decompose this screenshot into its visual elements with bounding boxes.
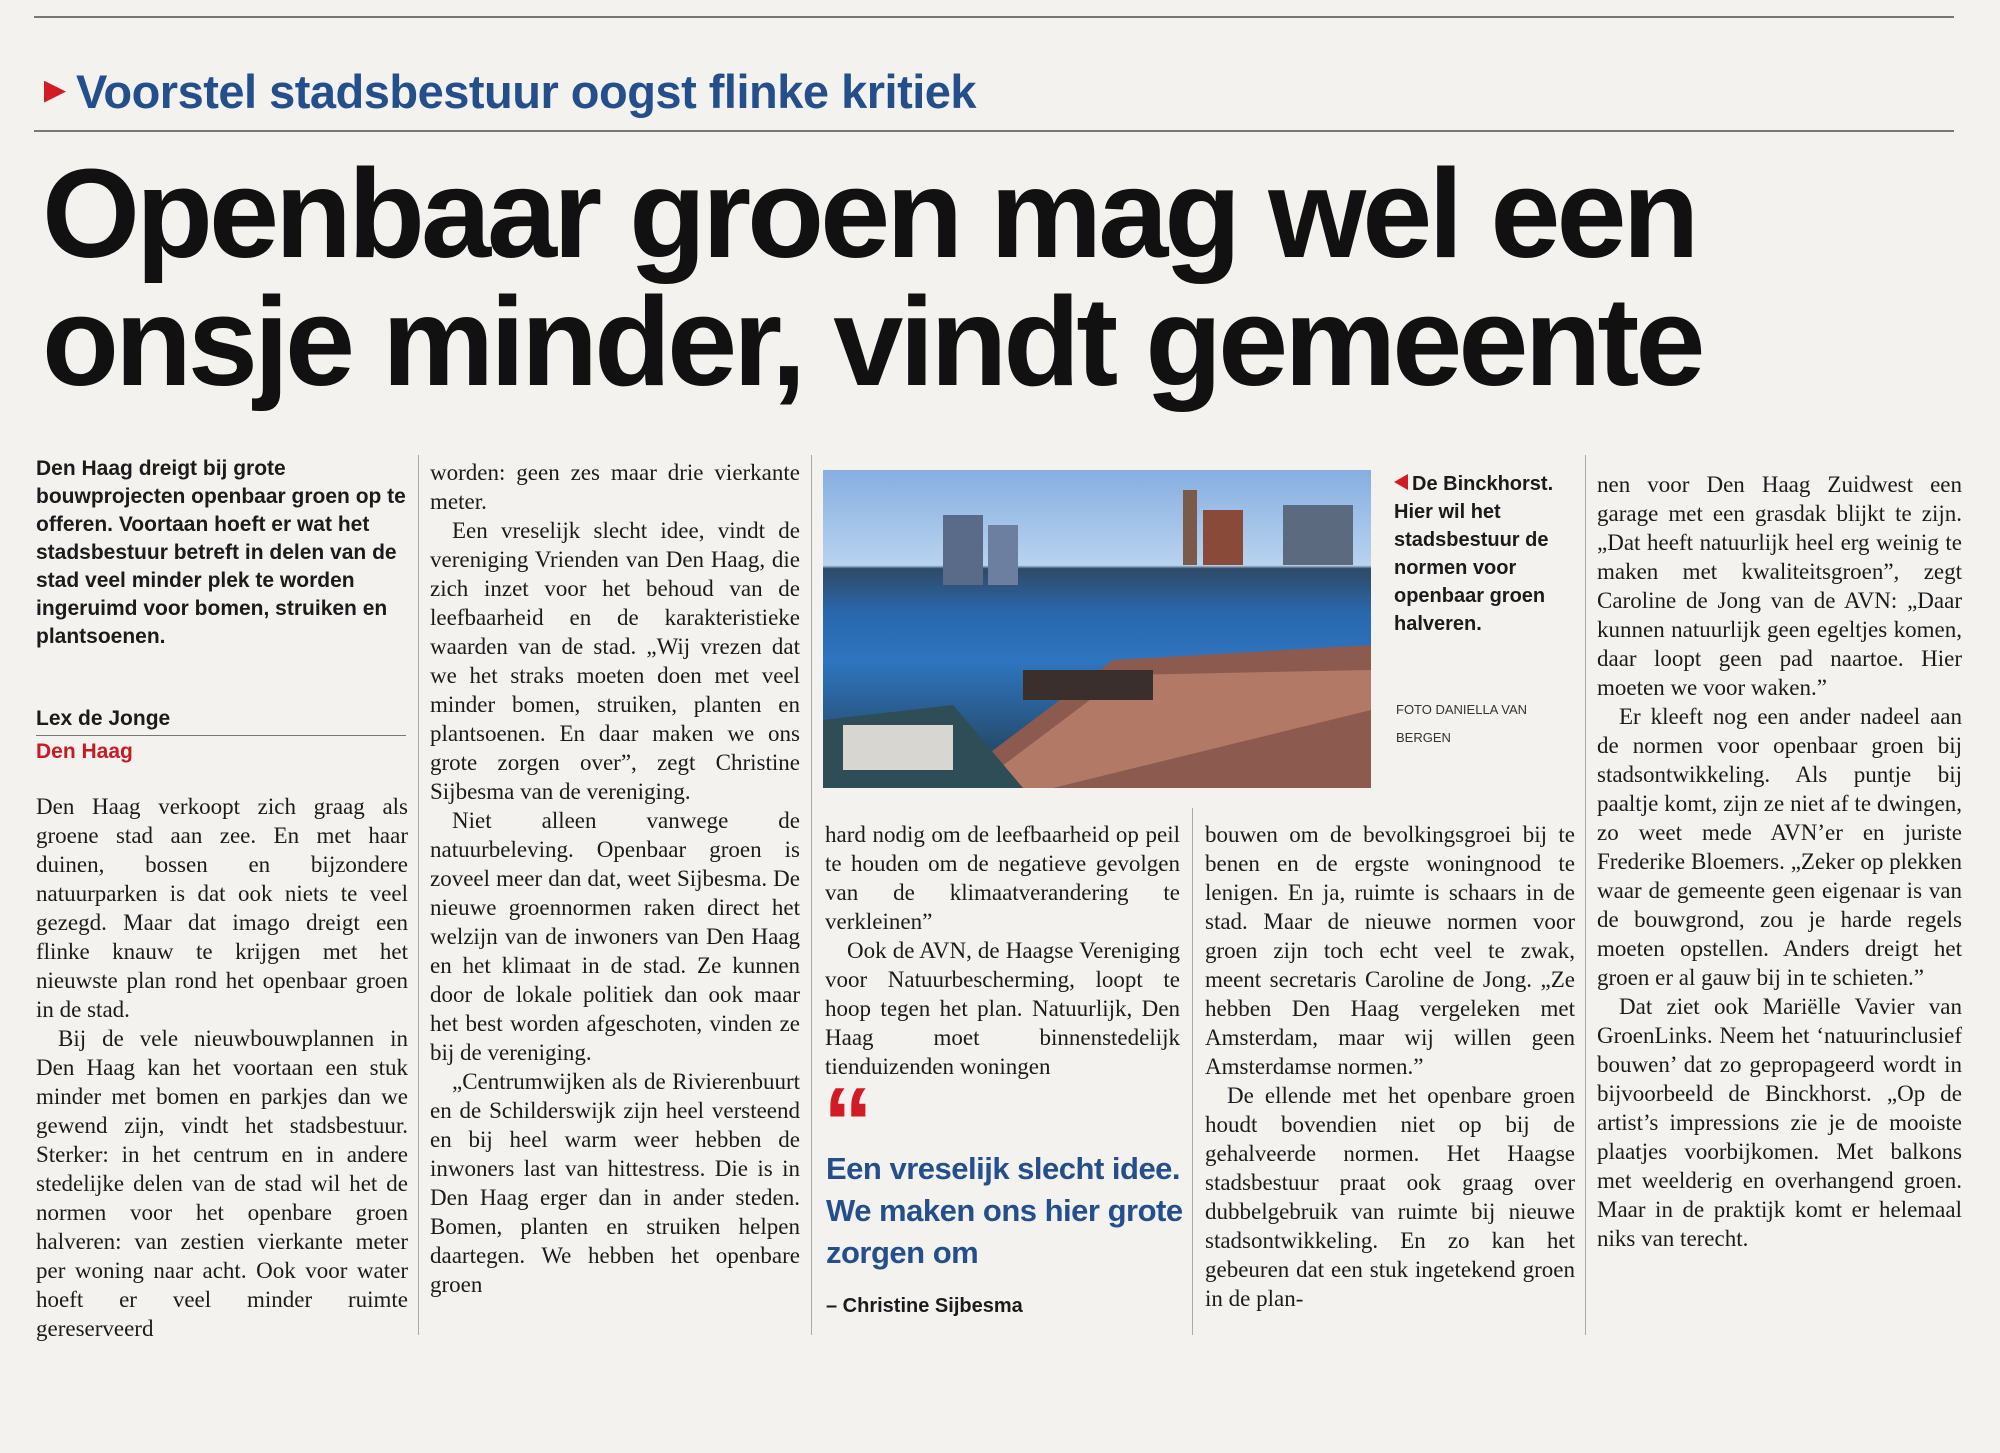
paragraph: bouwen om de bevolkingsgroei bij te benen en de ergste woningnood te lenigen. En ja, ruimte is schaars in de stad. Maar de nieuwe normen voor groen zijn toch echt veel te zwak, meent secretaris Caroline de Jong. „Ze hebben Den Haag vergeleken met Amsterdam, maar wij willen geen Amsterdamse normen.” <box>1205 822 1575 1079</box>
paragraph: nen voor Den Haag Zuidwest een garage met een grasdak blijkt te zijn. „Dat heeft natuurlijk heel erg weinig te maken met kwaliteitsgroen”, zegt Caroline de Jong van de AVN: „Daar kunnen natuurlijk geen egeltjes komen, daar loopt geen pad naartoe. Hier moeten we voor waken.” <box>1597 472 1962 700</box>
paragraph: Niet alleen vanwege de natuurbeleving. Openbaar groen is zoveel meer dan dat, weet Sijbesma. De nieuwe groennormen raken direct het welzijn van de inwoners van Den Haag en het klimaat in de stad. Ze kunnen door de lokale politiek dan ook maar het best worden afgeschoten, vinden ze bij de vereniging. <box>430 808 800 1065</box>
column-5 <box>1597 470 1962 1253</box>
paragraph: worden: geen zes maar drie vierkante meter. <box>430 460 800 514</box>
news-photo <box>823 470 1371 788</box>
column-4 <box>1205 820 1575 1313</box>
paragraph: Bij de vele nieuwbouwplannen in Den Haag kan het voortaan een stuk minder met bomen en parkjes dan we gewend zijn, vindt het stadsbestuur. Sterker: in het centrum en in andere stedelijke delen van de stad wil het de normen voor het openbare groen halveren: van zestien vierkante meter per woning naar acht. Ook voor water hoeft er veel minder ruimte gereserveerd <box>36 1026 408 1341</box>
author: Lex de Jonge <box>36 707 406 736</box>
quote-mark-icon: “ <box>823 1067 873 1179</box>
paragraph: „Centrumwijken als de Rivierenbuurt en de Schilderswijk zijn heel versteend en bij heel warm weer hebben de inwoners last van hittestress. Die is in Den Haag erger dan in ander steden. Bomen, planten en struiken helpen daartegen. We hebben het openbare groen <box>430 1069 800 1297</box>
kicker-rule <box>34 130 1954 132</box>
column-divider <box>1192 808 1193 1335</box>
paragraph: Dat ziet ook Mariëlle Vavier van GroenLinks. Neem het ‘natuurinclusief bouwen’ dat zo gepropageerd wordt in bijvoorbeeld de Binckhorst. „Op de artist’s impressions zie je de mooiste plaatjes voorbijkomen. Met balkons met weelderig en overhangend groen. Maar in de praktijk komt er helemaal niks van terecht. <box>1597 994 1962 1251</box>
paragraph: hard nodig om de leefbaarheid op peil te houden om de negatieve gevolgen van de klimaatverandering te verkleinen” <box>825 822 1180 934</box>
photo-credit: FOTO DANIELLA VAN BERGEN <box>1396 702 1528 745</box>
headline: Openbaar groen mag wel een onsje minder, vindt gemeente <box>42 143 1702 412</box>
paragraph: De ellende met het openbare groen houdt bovendien niet op bij de gehalveerde normen. Het Haagse stadsbestuur praat ook graag over dubbelgebruik van ruimte bij nieuwe stadsontwikkeling. En zo kan het gebeuren dat een stuk ingetekend groen in de plan- <box>1205 1083 1575 1311</box>
pull-quote-author: – Christine Sijbesma <box>826 1295 1023 1317</box>
column-3 <box>825 820 1180 1081</box>
paragraph: Ook de AVN, de Haagse Vereniging voor Natuurbescherming, loopt te hoop tegen het plan. Natuurlijk, Den Haag moet binnenstedelijk tienduizenden woningen <box>825 938 1180 1079</box>
column-2 <box>430 458 800 1299</box>
dateline: Den Haag <box>36 740 133 763</box>
kicker-text: Voorstel stadsbestuur oogst flinke kritiek <box>76 65 977 118</box>
kicker <box>44 64 976 119</box>
photo-illustration <box>823 470 1371 788</box>
column-divider <box>418 455 419 1335</box>
caption-text: De Binckhorst. Hier wil het stadsbestuur de normen voor openbaar groen halveren. <box>1394 473 1554 635</box>
caption-arrow-icon <box>1394 474 1408 490</box>
paragraph: Een vreselijk slecht idee, vindt de vereniging Vrienden van Den Haag, die zich inzet voor het behoud van de leefbaarheid en de karakteristieke waarden van de stad. „Wij vrezen dat we het straks moeten doen met veel minder bomen, struiken, planten en plantsoenen. En daar maken we ons grote zorgen over”, zegt Christine Sijbesma van de vereniging. <box>430 518 800 804</box>
pull-quote: Een vreselijk slecht idee. We maken ons hier grote zorgen om <box>826 1151 1183 1270</box>
column-1 <box>36 792 408 1343</box>
column-divider <box>811 455 812 1335</box>
paragraph: Er kleeft nog een ander nadeel aan de normen voor openbaar groen bij stadsontwikkeling. Als puntje bij paaltje komt, zijn ze niet af te dwingen, zo weet mede AVN’er en juriste Frederike Bloemers. „Zeker op plekken waar de gemeente geen eigenaar is van de bouwgrond, zou je harde regels moeten opstellen. Anders dreigt het groen er al gauw bij in te schieten.” <box>1597 704 1962 990</box>
arrow-icon <box>44 81 66 103</box>
column-divider <box>1585 455 1586 1335</box>
lead-paragraph: Den Haag dreigt bij grote bouwprojecten openbaar groen op te offeren. Voortaan hoeft er wat het stadsbestuur betreft in delen van de stad veel minder plek te worden ingeruimd voor bomen, struiken en plantsoenen. <box>36 457 406 648</box>
top-rule <box>34 16 1954 18</box>
photo-caption <box>1394 470 1564 638</box>
paragraph: Den Haag verkoopt zich graag als groene stad aan zee. En met haar duinen, bossen en bijzondere natuurparken is dat ook niets te veel gezegd. Maar dat imago dreigt een flinke knauw te krijgen met het nieuwste plan rond het openbaar groen in de stad. <box>36 794 408 1022</box>
byline <box>36 707 406 764</box>
